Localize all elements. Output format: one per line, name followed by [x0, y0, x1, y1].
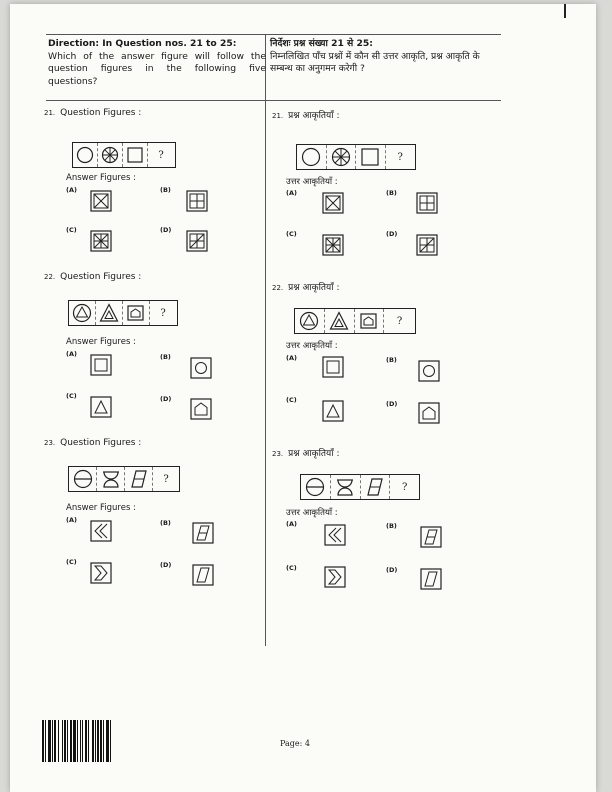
q21-answer-label-en: Answer Figures :	[66, 173, 136, 183]
q23-opt-b-label: (B)	[160, 519, 171, 527]
q22-answer-a-en[interactable]	[90, 354, 112, 376]
q21-answer-a-hi[interactable]	[322, 192, 346, 216]
bowl-figure	[97, 467, 125, 491]
circle-figure	[297, 145, 327, 169]
divided-circle-figure	[69, 467, 97, 491]
q21-answer-c-en[interactable]	[90, 230, 112, 252]
q23-answer-a-en[interactable]	[90, 520, 112, 542]
square-figure	[356, 145, 386, 169]
q22-answer-d-en[interactable]	[190, 398, 212, 420]
q22-opt-b-label-hi: (B)	[386, 356, 397, 364]
direction-divider	[46, 100, 501, 101]
corner-mark	[564, 4, 566, 18]
direction-body-en: Which of the answer figure will follow the question figures in the following five questions?	[48, 50, 266, 87]
q22-answer-label-en: Answer Figures :	[66, 337, 136, 347]
q21-opt-b-label-hi: (B)	[386, 189, 397, 197]
direction-heading-en: Direction: In Question nos. 21 to 25:	[48, 38, 237, 49]
barcode	[42, 720, 144, 762]
triangle-in-triangle-figure	[325, 309, 355, 333]
q23-opt-c-label-hi: (C)	[286, 564, 297, 572]
q23-answer-d-en[interactable]	[192, 564, 214, 586]
q23-question-figures-en	[68, 466, 180, 492]
q23-opt-c-label: (C)	[66, 558, 77, 566]
q23-heading-hi: 23. प्रश्न आकृतियाँ :	[272, 449, 340, 459]
q21-answer-label-hi: उत्तर आकृतियाँ :	[286, 177, 338, 187]
q22-opt-a-label: (A)	[66, 350, 77, 358]
q23-answer-d-hi[interactable]	[420, 568, 442, 590]
q22-opt-c-label: (C)	[66, 392, 77, 400]
q23-opt-a-label: (A)	[66, 516, 77, 524]
q21-answer-c-hi[interactable]	[322, 234, 344, 256]
direction-hindi	[270, 38, 502, 76]
q22-opt-d-label-hi: (D)	[386, 400, 398, 408]
question-mark: ?	[163, 473, 169, 485]
bowl-figure	[331, 475, 361, 499]
q21-opt-d-label: (D)	[160, 226, 172, 234]
question-mark: ?	[396, 315, 403, 327]
q23-answer-c-en[interactable]	[90, 562, 112, 584]
q22-opt-a-label-hi: (A)	[286, 354, 297, 362]
q21-answer-b-hi[interactable]	[416, 192, 438, 214]
triangle-in-circle-figure	[69, 301, 96, 325]
q21-answer-d-en[interactable]	[186, 230, 208, 252]
q22-question-figures-en	[68, 300, 178, 326]
q22-answer-a-hi[interactable]	[322, 356, 344, 378]
question-mark: ?	[158, 149, 164, 161]
q21-heading-hi: 21. प्रश्न आकृतियाँ :	[272, 111, 340, 121]
divided-circle-figure	[301, 475, 331, 499]
q21-question-figures-hi	[296, 144, 416, 170]
question-mark: ?	[397, 151, 403, 163]
q21-opt-b-label: (B)	[160, 186, 171, 194]
q22-heading-en: 22. Question Figures :	[44, 272, 142, 282]
pentagon-in-square-figure	[123, 301, 150, 325]
q23-opt-a-label-hi: (A)	[286, 520, 297, 528]
barcode-stripe	[111, 720, 113, 762]
top-divider	[46, 34, 501, 35]
q22-opt-b-label: (B)	[160, 353, 171, 361]
page-number: Page: 4	[280, 739, 310, 748]
q21-heading-en: 21. Question Figures :	[44, 108, 142, 118]
slanted-parallelogram-figure	[125, 467, 153, 491]
q21-opt-a-label: (A)	[66, 186, 77, 194]
q21-question-figures-en	[72, 142, 176, 168]
q22-answer-label-hi: उत्तर आकृतियाँ :	[286, 341, 338, 351]
q23-answer-a-hi[interactable]	[324, 524, 346, 546]
q23-heading-en: 23. Question Figures :	[44, 438, 142, 448]
q22-answer-b-en[interactable]	[190, 357, 212, 379]
column-divider	[265, 34, 266, 646]
spoked-circle-figure	[327, 145, 357, 169]
q21-opt-c-label-hi: (C)	[286, 230, 297, 238]
q21-opt-d-label-hi: (D)	[386, 230, 398, 238]
spoked-circle-figure	[98, 143, 123, 167]
q23-opt-d-label: (D)	[160, 561, 172, 569]
q22-heading-hi: 22. प्रश्न आकृतियाँ :	[272, 283, 340, 293]
triangle-in-triangle-figure	[96, 301, 123, 325]
q21-opt-c-label: (C)	[66, 226, 77, 234]
q22-answer-d-hi[interactable]	[418, 402, 440, 424]
q23-answer-b-en[interactable]	[192, 522, 214, 544]
q23-answer-label-en: Answer Figures :	[66, 503, 136, 513]
q23-opt-d-label-hi: (D)	[386, 566, 398, 574]
q21-opt-a-label-hi: (A)	[286, 189, 297, 197]
slanted-parallelogram-figure	[361, 475, 391, 499]
q23-opt-b-label-hi: (B)	[386, 522, 397, 530]
q22-answer-b-hi[interactable]	[418, 360, 440, 382]
exam-page	[10, 4, 596, 792]
q22-question-figures-hi	[294, 308, 416, 334]
triangle-in-circle-figure	[295, 309, 325, 333]
q23-answer-b-hi[interactable]	[420, 526, 442, 548]
q21-answer-b-en[interactable]	[186, 190, 208, 212]
direction-body-hi: निम्नलिखित पाँच प्रश्नों में कौन सी उत्तर आकृति, प्रश्न आकृति के सम्बन्ध का अनुगमन करेगी ?	[270, 50, 480, 75]
direction-heading-hi: निर्देशः प्रश्न संख्या 21 से 25:	[270, 38, 373, 49]
q22-opt-d-label: (D)	[160, 395, 172, 403]
question-mark: ?	[160, 307, 166, 319]
pentagon-in-square-figure	[355, 309, 385, 333]
q23-answer-label-hi: उत्तर आकृतियाँ :	[286, 508, 338, 518]
question-mark: ?	[401, 481, 408, 493]
q22-answer-c-hi[interactable]	[322, 400, 344, 422]
circle-figure	[73, 143, 98, 167]
q21-answer-a-en[interactable]	[90, 190, 112, 212]
q21-answer-d-hi[interactable]	[416, 234, 438, 256]
direction-english	[48, 38, 266, 88]
q22-opt-c-label-hi: (C)	[286, 396, 297, 404]
square-figure	[123, 143, 148, 167]
q22-answer-c-en[interactable]	[90, 396, 112, 418]
q23-question-figures-hi	[300, 474, 420, 500]
q23-answer-c-hi[interactable]	[324, 566, 346, 588]
